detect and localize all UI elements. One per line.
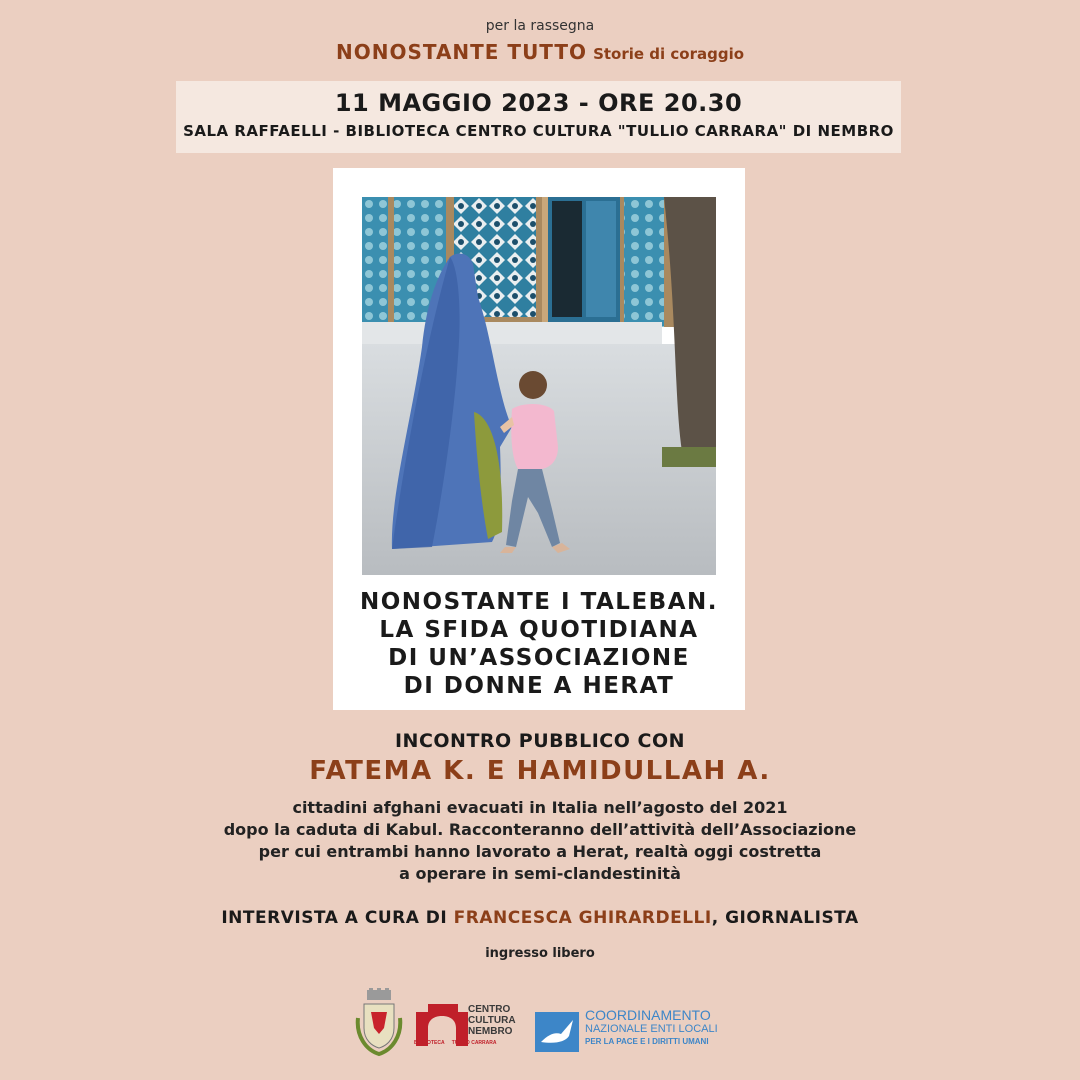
- interview-prefix: INTERVISTA A CURA DI: [221, 908, 454, 928]
- municipality-crest-logo: [354, 988, 404, 1060]
- meeting-label: INCONTRO PUBBLICO CON: [394, 730, 686, 752]
- centro-line-3: NEMBRO: [468, 1026, 513, 1037]
- event-date-time: 11 MAGGIO 2023 - ORE 20.30: [334, 89, 743, 117]
- event-photo: [362, 197, 716, 575]
- speakers-names: FATEMA K. E HAMIDULLAH A.: [309, 756, 771, 786]
- centro-line-2: CULTURA: [468, 1015, 516, 1026]
- description-line: cittadini afghani evacuati in Italia nell’agosto del 2021: [292, 798, 788, 817]
- talk-title-line: DI UN’ASSOCIAZIONE: [388, 645, 690, 671]
- description-line: per cui entrambi hanno lavorato a Herat, realtà oggi costretta: [258, 842, 822, 861]
- centro-cultura-logo: [414, 1000, 524, 1052]
- interviewer-name: FRANCESCA GHIRARDELLI: [453, 908, 712, 928]
- centro-small-right: TULLIO CARRARA: [451, 1040, 497, 1046]
- centro-small-left: BIBLIOTECA: [414, 1040, 445, 1046]
- interview-suffix: , GIORNALISTA: [711, 908, 859, 928]
- coordinamento-logo: [535, 1008, 735, 1054]
- event-venue: SALA RAFFAELLI - BIBLIOTECA CENTRO CULTURA "TULLIO CARRARA" DI NEMBRO: [183, 122, 894, 140]
- interview-credit: [0, 908, 1080, 928]
- photo-woman-child-illustration: [362, 197, 716, 575]
- photo-card: [333, 168, 745, 710]
- speakers-description: [0, 797, 1080, 885]
- series-subtitle: Storie di coraggio: [593, 45, 745, 63]
- series-name: NONOSTANTE TUTTO: [335, 40, 588, 64]
- talk-title-line: LA SFIDA QUOTIDIANA: [379, 617, 699, 643]
- talk-title-line: DI DONNE A HERAT: [403, 673, 675, 699]
- dove-icon: [535, 1012, 579, 1052]
- talk-title: [333, 588, 745, 700]
- description-line: a operare in semi-clandestinità: [399, 864, 681, 883]
- coord-line-1: COORDINAMENTO: [585, 1007, 711, 1023]
- description-line: dopo la caduta di Kabul. Racconteranno dell’attività dell’Associazione: [223, 820, 857, 839]
- series-intro: per la rassegna: [485, 18, 595, 34]
- coord-line-2: NAZIONALE ENTI LOCALI: [585, 1023, 718, 1035]
- entry-note: ingresso libero: [485, 946, 595, 961]
- centro-line-1: CENTRO: [468, 1004, 511, 1015]
- coord-line-3: PER LA PACE E I DIRITTI UMANI: [585, 1037, 709, 1046]
- series-title: [0, 40, 1080, 64]
- date-banner: [176, 81, 901, 153]
- crest-icon: [354, 988, 404, 1060]
- talk-title-line: NONOSTANTE I TALEBAN.: [360, 589, 718, 615]
